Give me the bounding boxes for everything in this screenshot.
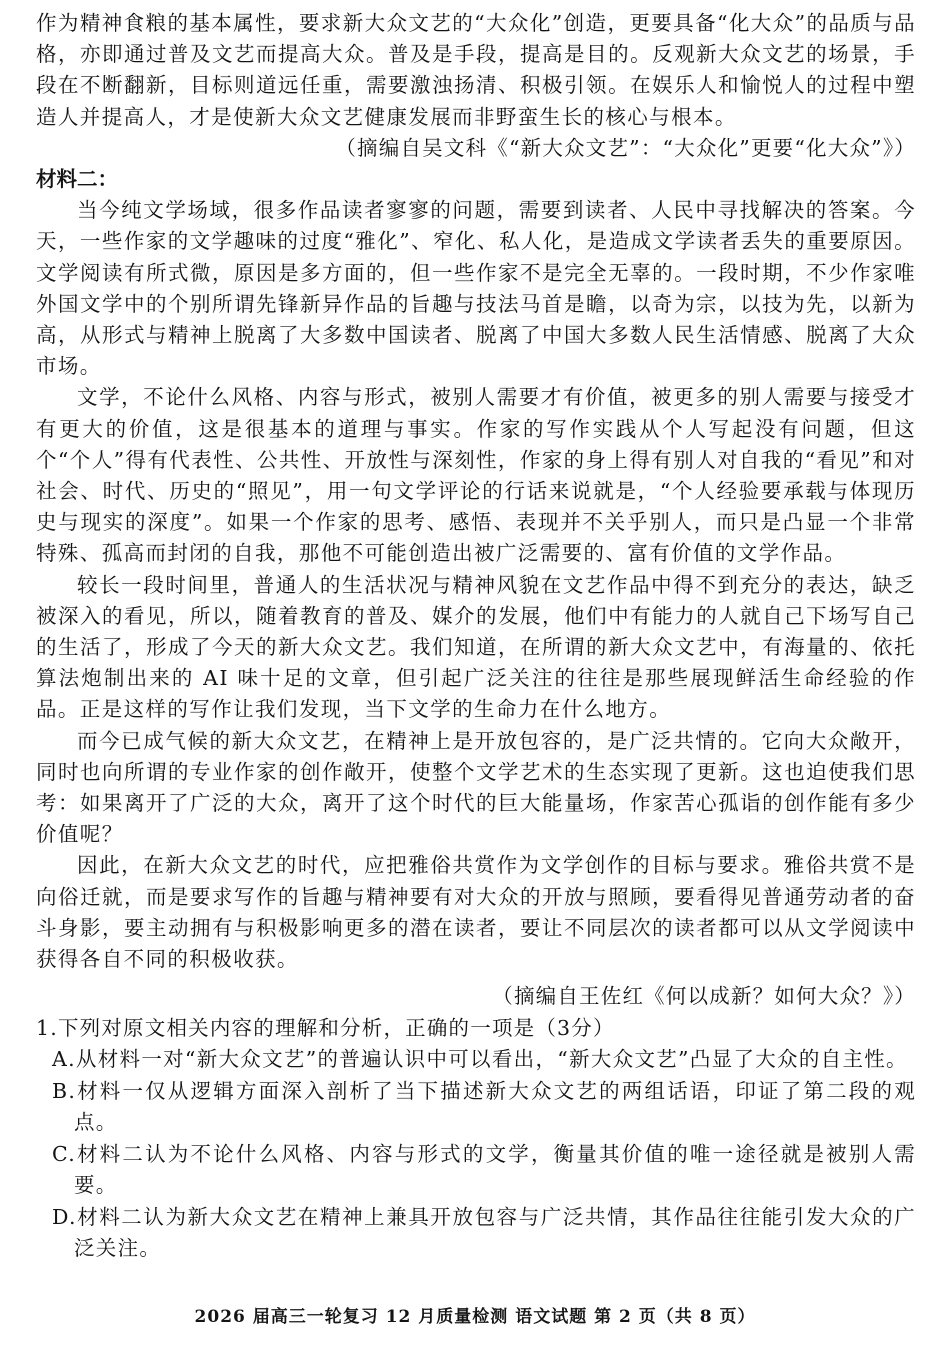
material-1-tail (36, 8, 916, 164)
material-2-paragraph: 文学，不论什么风格、内容与形式，被别人需要才有价值，被更多的别人需要与接受才有更大的价值，这是很基本的道理与事实。作家的写作实践从个人写起没有问题，但这个“个人”得有代表性、公共性、开放性与深刻性，作家的身上得有别人对自我的“看见”和对社会、时代、历史的“照见”，用一句文学评论的行话来说就是，“个人经验要承载与体现历史与现实的深度”。如果一个作家的思考、感悟、表现并不关乎别人，而只是凸显一个非常特殊、孤高而封闭的自我，那他不可能创造出被广泛需要的、富有价值的文学作品。 (36, 385, 916, 566)
material-2-paragraph: 较长一段时间里，普通人的生活状况与精神风貌在文艺作品中得不到充分的表达，缺乏被深入的看见，所以，随着教育的普及、媒介的发展，他们中有能力的人就自己下场写自己的生活了，形成了今天的新大众文艺。我们知道，在所谓的新大众文艺中，有海量的、依托算法炮制出来的 AI 味十足的文章，但引起广泛关注的往往是那些展现鲜活生命经验的作品。正是这样的写作让我们发现，当下文学的生命力在什么地方。 (36, 572, 916, 722)
question-1-option-c: C.材料二认为不论什么风格、内容与形式的文学，衡量其价值的唯一途径就是被别人需要。 (52, 1141, 916, 1197)
material-2-heading: 材料二： (36, 167, 118, 192)
material-2 (36, 164, 916, 1012)
page-footer: 2026 届高三一轮复习 12 月质量检测 语文试题 第 2 页（共 8 页） (194, 1307, 756, 1327)
exam-page (36, 0, 916, 1345)
material-1-paragraph: 作为精神食粮的基本属性，要求新大众文艺的“大众化”创造，更要具备“化大众”的品质与品格，亦即通过普及文艺而提高大众。普及是手段，提高是目的。反观新大众文艺的场景，手段在不断翻新，目标则道远任重，需要激浊扬清、积极引领。在娱乐人和愉悦人的过程中塑造人并提高人，才是使新大众文艺健康发展而非野蛮生长的核心与根本。 (36, 11, 916, 129)
material-2-source: （摘编自王佐红《何以成新？如何大众？》） (492, 984, 916, 1009)
question-1-option-d: D.材料二认为新大众文艺在精神上兼具开放包容与广泛共情，其作品往往能引发大众的广泛关注。 (52, 1204, 916, 1260)
question-1-option-b: B.材料一仅从逻辑方面深入剖析了当下描述新大众文艺的两组话语，印证了第二段的观点。 (52, 1078, 916, 1134)
question-1 (36, 1013, 916, 1265)
material-2-paragraph: 因此，在新大众文艺的时代，应把雅俗共赏作为文学创作的目标与要求。雅俗共赏不是向俗迁就，而是要求写作的旨趣与精神要有对大众的开放与照顾，要看得见普通劳动者的奋斗身影，要主动拥有与积极影响更多的潜在读者，要让不同层次的读者都可以从文学阅读中获得各自不同的积极收获。 (36, 853, 916, 972)
material-2-paragraph: 当今纯文学场域，很多作品读者寥寥的问题，需要到读者、人民中寻找解决的答案。今天，一些作家的文学趣味的过度“雅化”、窄化、私人化，是造成文学读者丢失的重要原因。文学阅读有所式微，原因是多方面的，但一些作家不是完全无辜的。一段时期，不少作家唯外国文学中的个别所谓先锋新异作品的旨趣与技法马首是瞻，以奇为宗，以技为先，以新为高，从形式与精神上脱离了大多数中国读者、脱离了中国大多数人民生活情感、脱离了大众市场。 (36, 198, 916, 379)
question-1-stem: 1.下列对原文相关内容的理解和分析，正确的一项是（3分） (36, 1015, 615, 1040)
material-2-paragraph: 而今已成气候的新大众文艺，在精神上是开放包容的，是广泛共情的。它向大众敞开，同时也向所谓的专业作家的创作敞开，使整个文学艺术的生态实现了更新。这也迫使我们思考：如果离开了广泛的大众，离开了这个时代的巨大能量场，作家苦心孤诣的创作能有多少价值呢？ (36, 728, 916, 847)
material-1-source: （摘编自吴文科《“新大众文艺”：“大众化”更要“化大众”》） (335, 135, 916, 160)
question-1-option-a: A.从材料一对“新大众文艺”的普遍认识中可以看出，“新大众文艺”凸显了大众的自主性。 (52, 1047, 908, 1071)
